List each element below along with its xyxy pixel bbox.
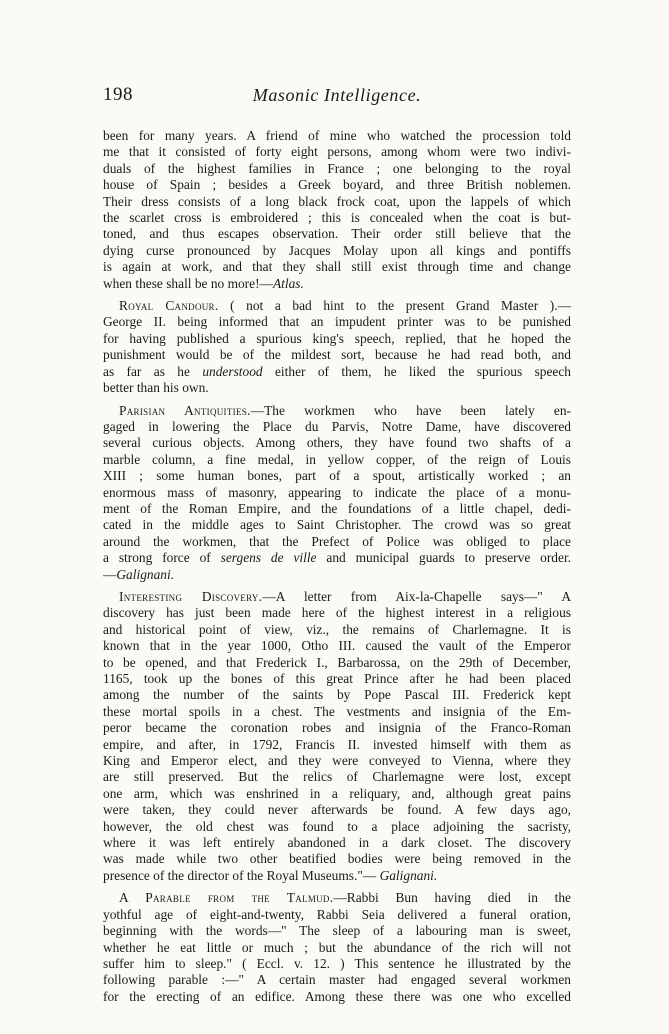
text-line: yothful age of eight-and-twenty, Rabbi Seia delivered a funeral oration, xyxy=(103,906,571,922)
text-line xyxy=(103,403,571,419)
text-line xyxy=(103,550,571,566)
text-run: presence of the director of the Royal Museums."— xyxy=(103,867,380,883)
article-body xyxy=(103,128,571,1005)
text-line xyxy=(103,298,571,314)
page-number: 198 xyxy=(103,84,133,105)
text-line: XIII ; some human bones, part of a spout, artistically worked ; an xyxy=(103,468,571,484)
text-line: peror became the coronation robes and insignia of the Franco-Roman xyxy=(103,720,571,736)
text-line: was made while two other beatified bodies were being removed in the xyxy=(103,851,571,867)
text-run: — xyxy=(103,566,117,582)
text-line xyxy=(103,276,571,292)
text-line: is again at work, and that they shall still exist through time and change xyxy=(103,259,571,275)
text-line: suffer him to sleep." ( Eccl. v. 12. ) This sentence he illustrated by the xyxy=(103,955,571,971)
text-line: known that in the year 1000, Otho III. caused the vault of the Emperor xyxy=(103,638,571,654)
text-line: better than his own. xyxy=(103,380,209,396)
text-line: several curious objects. Among others, they have found two shafts of a xyxy=(103,435,571,451)
text-line: where it was left entirely abandoned in a dark closet. The discovery xyxy=(103,835,571,851)
text-line: are still preserved. But the relics of Charlemagne were lost, except xyxy=(103,769,571,785)
text-line: around the workmen, that the Prefect of Police was obliged to place xyxy=(103,533,571,549)
text-line: me that it consisted of forty eight persons, among whom were two indivi- xyxy=(103,144,571,160)
section-heading: A Parable from the Talmud. xyxy=(119,890,334,906)
text-line: whether he eat little or much ; but the abundance of the rich will not xyxy=(103,939,571,955)
text-line: beginning with the words—" The sleep of a labouring man is sweet, xyxy=(103,923,571,939)
text-line: been for many years. A friend of mine who watched the procession told xyxy=(103,128,571,143)
text-line: 1165, took up the bones of this great Prince after he had been placed xyxy=(103,671,571,686)
text-line: empire, and after, in 1792, Francis II. invested himself with them as xyxy=(103,736,571,752)
text-line xyxy=(103,890,571,906)
running-title: Masonic Intelligence. xyxy=(252,85,422,105)
source-citation: Galignani. xyxy=(379,867,438,883)
text-line xyxy=(103,589,571,605)
text-line: these mortal spoils in a chest. The vestments and insignia of the Em- xyxy=(103,703,571,719)
text-line: punishment would be of the mildest sort, because he had read both, and xyxy=(103,347,571,363)
text-line: one arm, which was enshrined in a reliquary, and, although great pains xyxy=(103,785,571,801)
page-header xyxy=(103,84,571,108)
section-heading: Parisian Antiquities. xyxy=(119,402,251,418)
text-run: ( not a bad hint to the present Grand Master ).— xyxy=(218,298,571,314)
text-line: were taken, they could never afterwards be found. A few days ago, xyxy=(103,802,571,818)
text-run: and municipal guards to preserve order. xyxy=(316,550,571,566)
text-line: duals of the highest families in France ; one belonging to the royal xyxy=(103,160,571,176)
source-citation: Galignani. xyxy=(116,566,175,582)
emphasis: understood xyxy=(202,363,263,379)
text-line: King and Emperor elect, and they were conveyed to Vienna, where they xyxy=(103,753,571,769)
paragraph-parisian-antiquities xyxy=(103,403,571,583)
text-line: discovery has just been made here of the highest interest in a religious xyxy=(103,605,571,621)
text-line: dying curse pronounced by Jacques Molay upon all kings and pontiffs xyxy=(103,242,571,258)
text-line: for the erecting of an edifice. Among these there was one who excelled xyxy=(103,988,571,1004)
text-line: George II. being informed that an impudent printer was to be punished xyxy=(103,314,571,330)
text-run: either of them, he liked the spurious speech xyxy=(262,363,571,379)
text-run: as far as he xyxy=(103,363,203,379)
paragraph-royal-candour xyxy=(103,298,571,396)
source-citation: Atlas. xyxy=(272,275,304,291)
text-run: when these shall be no more!— xyxy=(103,275,273,291)
text-line: marble column, a fine medal, in yellow copper, of the reign of Louis xyxy=(103,451,571,467)
paragraph-templars xyxy=(103,128,571,292)
text-line: gaged in lowering the Place du Parvis, Notre Dame, have discovered xyxy=(103,418,571,434)
paragraph-talmud-parable xyxy=(103,890,571,1005)
text-line: cated in the middle ages to Saint Christopher. The crowd was so great xyxy=(103,517,571,533)
text-line: to be opened, and that Frederick I., Barbarossa, on the 29th of December, xyxy=(103,654,571,670)
section-heading: Royal Candour. xyxy=(119,298,219,314)
text-line: among the number of the saints by Pope Pascal III. Frederick kept xyxy=(103,687,571,703)
text-run: a strong force of xyxy=(103,550,221,566)
text-run: —A letter from Aix-la-Chapelle says—" A xyxy=(262,588,571,604)
emphasis: sergens de ville xyxy=(220,550,317,566)
section-heading: Interesting Discovery. xyxy=(119,588,263,604)
text-line: however, the old chest was found to a place adjoining the sacristy, xyxy=(103,818,571,834)
text-line: for having published a spurious king's speech, replied, that he hoped the xyxy=(103,330,571,346)
text-line: and historical point of view, viz., the remains of Charlemagne. It is xyxy=(103,621,571,637)
text-line: enormous mass of masonry, appearing to indicate the place of a monu- xyxy=(103,484,571,500)
text-line: ment of the Roman Empire, and the foundations of a little chapel, dedi- xyxy=(103,500,571,516)
text-line: toned, and thus escapes observation. Their order still believe that the xyxy=(103,226,571,242)
text-line xyxy=(103,868,571,884)
text-line: the scarlet cross is embroidered ; this is concealed when the coat is but- xyxy=(103,210,571,226)
paragraph-interesting-discovery xyxy=(103,589,571,884)
text-line xyxy=(103,364,571,380)
text-line: Their dress consists of a long black frock coat, upon the lappels of which xyxy=(103,193,571,209)
text-line: house of Spain ; besides a Greek boyard, and three British noblemen. xyxy=(103,177,571,193)
text-line xyxy=(103,567,571,583)
text-line: following parable :—" A certain master had engaged several workmen xyxy=(103,972,571,988)
text-run: —The workmen who have been lately en- xyxy=(250,402,571,418)
text-run: —Rabbi Bun having died in the xyxy=(333,890,571,906)
